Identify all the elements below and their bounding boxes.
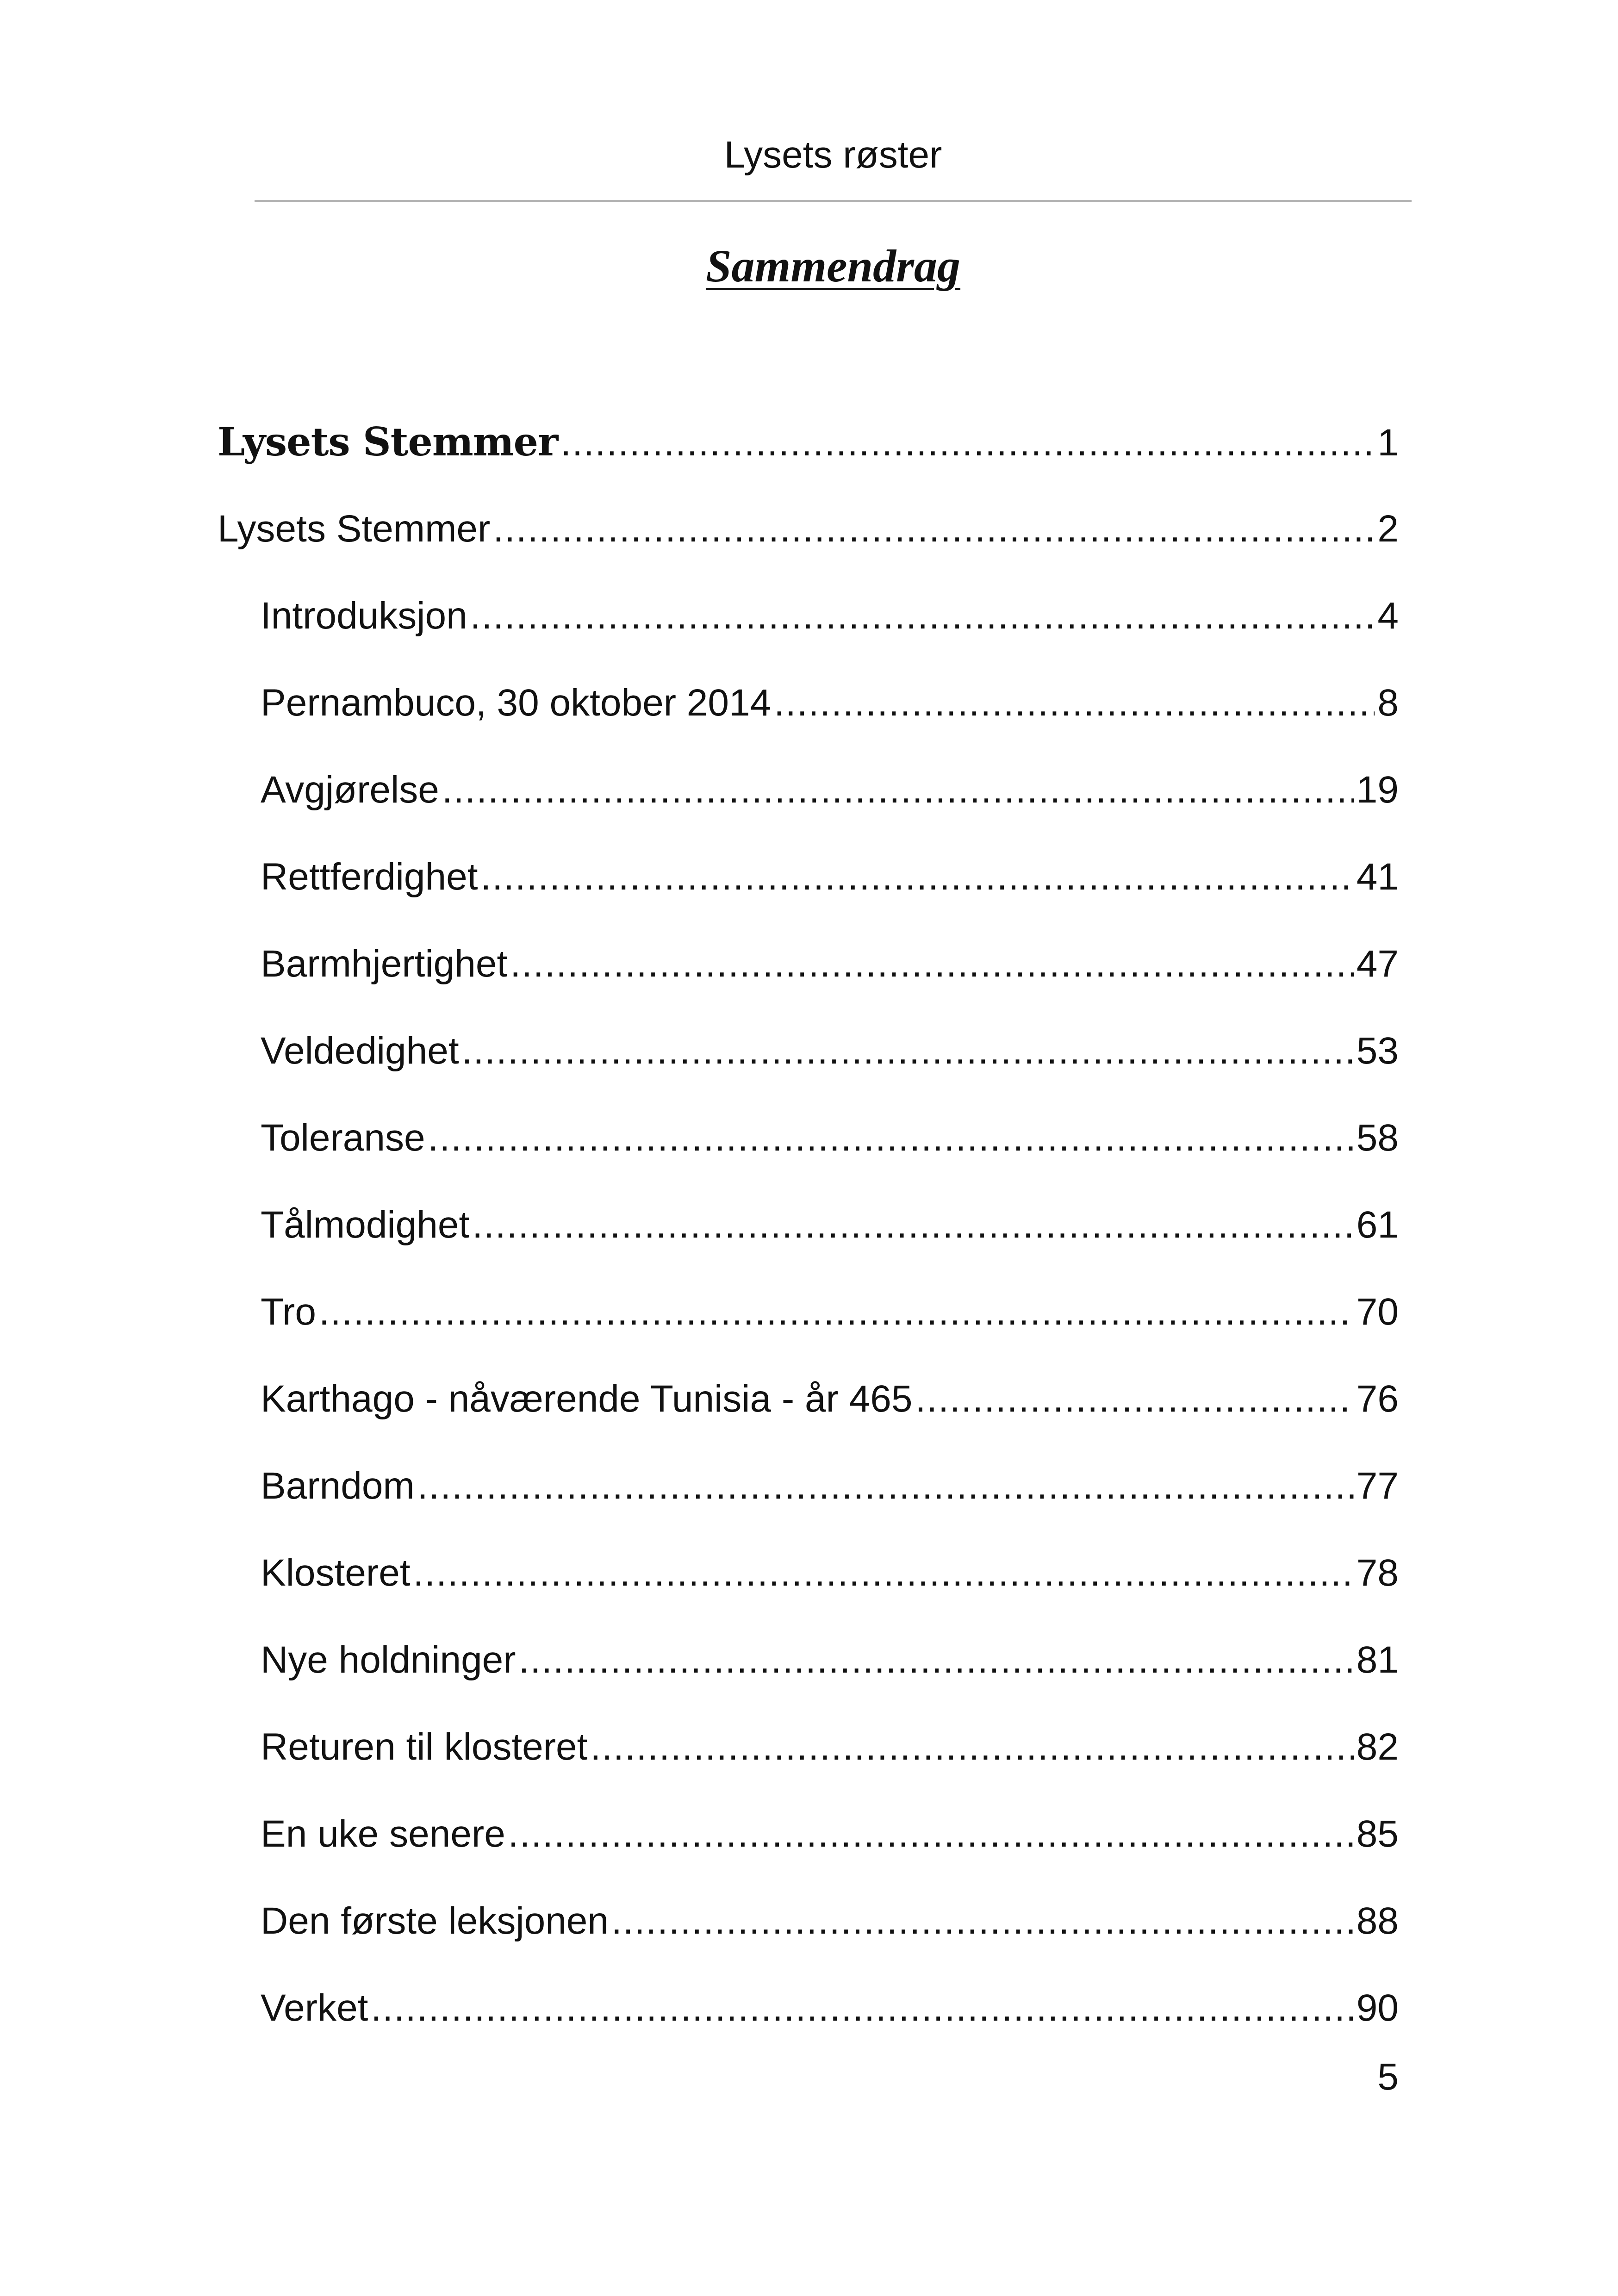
toc-entry-page: 58	[1356, 1117, 1399, 1159]
toc-entry-label: Klosteret	[261, 1552, 411, 1594]
dot-leader	[519, 1637, 1354, 1683]
toc-entry[interactable]	[261, 767, 1399, 813]
dot-leader	[611, 1898, 1354, 1944]
toc-entry-page: 76	[1356, 1378, 1399, 1420]
dot-leader	[510, 941, 1354, 987]
toc-entry[interactable]	[261, 1637, 1399, 1683]
toc-entry[interactable]	[261, 854, 1399, 900]
toc-entry[interactable]	[261, 1985, 1399, 2031]
toc-entry-page: 4	[1377, 595, 1399, 637]
toc-entry-page: 88	[1356, 1900, 1399, 1942]
dot-leader	[508, 1811, 1354, 1857]
toc-entry-page: 77	[1356, 1465, 1399, 1507]
page-number: 5	[1377, 2056, 1399, 2098]
dot-leader	[428, 1115, 1354, 1161]
toc-entry-page: 61	[1356, 1204, 1399, 1246]
dot-leader	[442, 767, 1354, 813]
toc-entry[interactable]	[261, 1550, 1399, 1596]
toc-entry[interactable]	[261, 1724, 1399, 1770]
dot-leader	[470, 593, 1375, 639]
toc-entry-label: Pernambuco, 30 oktober 2014	[261, 682, 772, 724]
toc-entry[interactable]	[261, 1376, 1399, 1422]
toc-entry[interactable]	[261, 1811, 1399, 1857]
toc-entry-label: Toleranse	[261, 1117, 425, 1159]
toc-entry-label: En uke senere	[261, 1813, 505, 1855]
header-divider	[255, 200, 1412, 202]
toc-entry-page: 70	[1356, 1291, 1399, 1333]
toc-entry-label: Tålmodighet	[261, 1204, 470, 1246]
toc-entry-label: Karthago - nåværende Tunisia - år 465	[261, 1378, 913, 1420]
dot-leader	[590, 1724, 1353, 1770]
toc-entry-label: Lysets Stemmer	[218, 419, 558, 465]
toc-entry[interactable]	[261, 593, 1399, 639]
dot-leader	[560, 420, 1375, 465]
toc-entry-page: 81	[1356, 1639, 1399, 1681]
toc-entry[interactable]	[261, 1028, 1399, 1074]
dot-leader	[417, 1463, 1354, 1509]
dot-leader	[371, 1985, 1353, 2031]
toc-entry-label: Nye holdninger	[261, 1639, 516, 1681]
dot-leader	[472, 1202, 1354, 1248]
running-header: Lysets røster	[724, 134, 942, 176]
dot-leader	[493, 506, 1375, 552]
toc-entry-page: 78	[1356, 1552, 1399, 1594]
toc-entry[interactable]	[261, 1898, 1399, 1944]
toc-entry-page: 53	[1356, 1030, 1399, 1072]
dot-leader	[413, 1550, 1354, 1596]
toc-entry[interactable]	[261, 1463, 1399, 1509]
toc-title: Sammendrag	[705, 240, 961, 292]
toc-entry[interactable]	[261, 1289, 1399, 1335]
toc-entry-label: Tro	[261, 1291, 316, 1333]
toc-entry-page: 41	[1356, 856, 1399, 898]
toc-entry-label: Den første leksjonen	[261, 1900, 609, 1942]
toc-entry-label: Barmhjertighet	[261, 943, 508, 985]
toc-entry-page: 47	[1356, 943, 1399, 985]
toc-entry-label: Veldedighet	[261, 1030, 459, 1072]
toc-entry[interactable]	[218, 506, 1399, 552]
toc-entry[interactable]	[261, 1202, 1399, 1248]
toc-entry-label: Barndom	[261, 1465, 415, 1507]
toc-entry-label: Introduksjon	[261, 595, 467, 637]
toc-entry-page: 8	[1377, 682, 1399, 724]
toc-entry[interactable]	[261, 941, 1399, 987]
toc-entry-page: 19	[1356, 769, 1399, 811]
dot-leader	[319, 1289, 1354, 1335]
toc-entry-label: Verket	[261, 1987, 368, 2029]
toc-entry-page: 2	[1377, 508, 1399, 550]
dot-leader	[462, 1028, 1354, 1074]
dot-leader	[915, 1376, 1354, 1422]
toc-entry-page: 1	[1377, 422, 1399, 464]
toc-entry[interactable]	[218, 419, 1399, 465]
dot-leader	[481, 854, 1354, 900]
toc-entry-label: Lysets Stemmer	[218, 508, 491, 550]
dot-leader	[774, 680, 1375, 726]
toc-entry-page: 82	[1356, 1726, 1399, 1768]
toc-entry-page: 85	[1356, 1813, 1399, 1855]
toc-entry[interactable]	[261, 680, 1399, 726]
toc-entry-page: 90	[1356, 1987, 1399, 2029]
toc-entry-label: Rettferdighet	[261, 856, 478, 898]
toc-entry-label: Returen til klosteret	[261, 1726, 588, 1768]
toc-entry[interactable]	[261, 1115, 1399, 1161]
toc-entry-label: Avgjørelse	[261, 769, 439, 811]
